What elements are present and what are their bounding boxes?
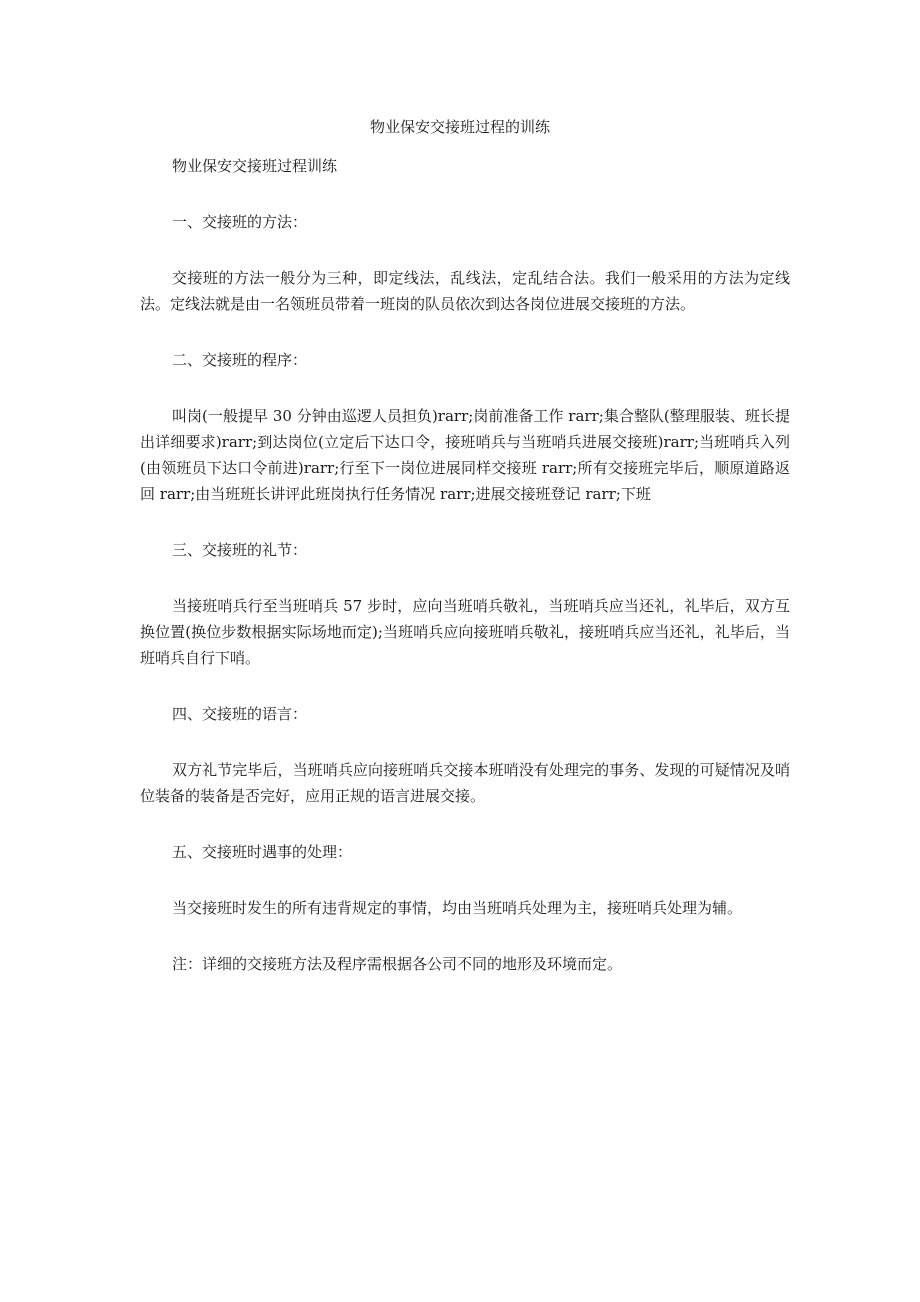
- document-subtitle: 物业保安交接班过程训练: [172, 157, 338, 175]
- section-2-heading: 二、交接班的程序：: [172, 351, 308, 369]
- section-2-body: 叫岗(一般提早 30 分钟由巡逻人员担负)rarr;岗前准备工作 rarr;集合整队(整理服装、班长提出详细要求)rarr;到达岗位(立定后下达口令，接班哨兵与当班哨兵进展交接班)rarr;当班哨兵入列(由领班员下达口令前进)rarr;行至下一岗位进展同样交接班 rarr;所有交接班完毕后，顺原道路返回 rarr;由当班班长讲评此班岗执行任务情况 rarr;进展交接班登记 rarr;下班: [140, 407, 790, 503]
- section-4-heading: 四、交接班的语言：: [172, 705, 308, 723]
- section-5-heading: 五、交接班时遇事的处理：: [172, 843, 353, 861]
- document-body: [140, 153, 790, 1007]
- section-3-body: 当接班哨兵行至当班哨兵 57 步时，应向当班哨兵敬礼，当班哨兵应当还礼，礼毕后，双方互换位置(换位步数根据实际场地而定);当班哨兵应向接班哨兵敬礼，接班哨兵应当还礼，礼毕后，当班哨兵自行下哨。: [140, 597, 790, 667]
- section-5-body: 当交接班时发生的所有违背规定的事情，均由当班哨兵处理为主，接班哨兵处理为辅。: [172, 899, 743, 917]
- section-3-heading: 三、交接班的礼节：: [172, 541, 308, 559]
- section-1-body: 交接班的方法一般分为三种，即定线法，乱线法，定乱结合法。我们一般采用的方法为定线法。定线法就是由一名领班员带着一班岗的队员依次到达各岗位进展交接班的方法。: [140, 269, 790, 313]
- section-4-body: 双方礼节完毕后，当班哨兵应向接班哨兵交接本班哨没有处理完的事务、发现的可疑情况及哨位装备的装备是否完好，应用正规的语言进展交接。: [140, 761, 790, 805]
- section-1-heading: 一、交接班的方法：: [172, 213, 308, 231]
- document-title: 物业保安交接班过程的训练: [369, 118, 550, 136]
- document-note: 注：详细的交接班方法及程序需根据各公司不同的地形及环境而定。: [172, 955, 623, 973]
